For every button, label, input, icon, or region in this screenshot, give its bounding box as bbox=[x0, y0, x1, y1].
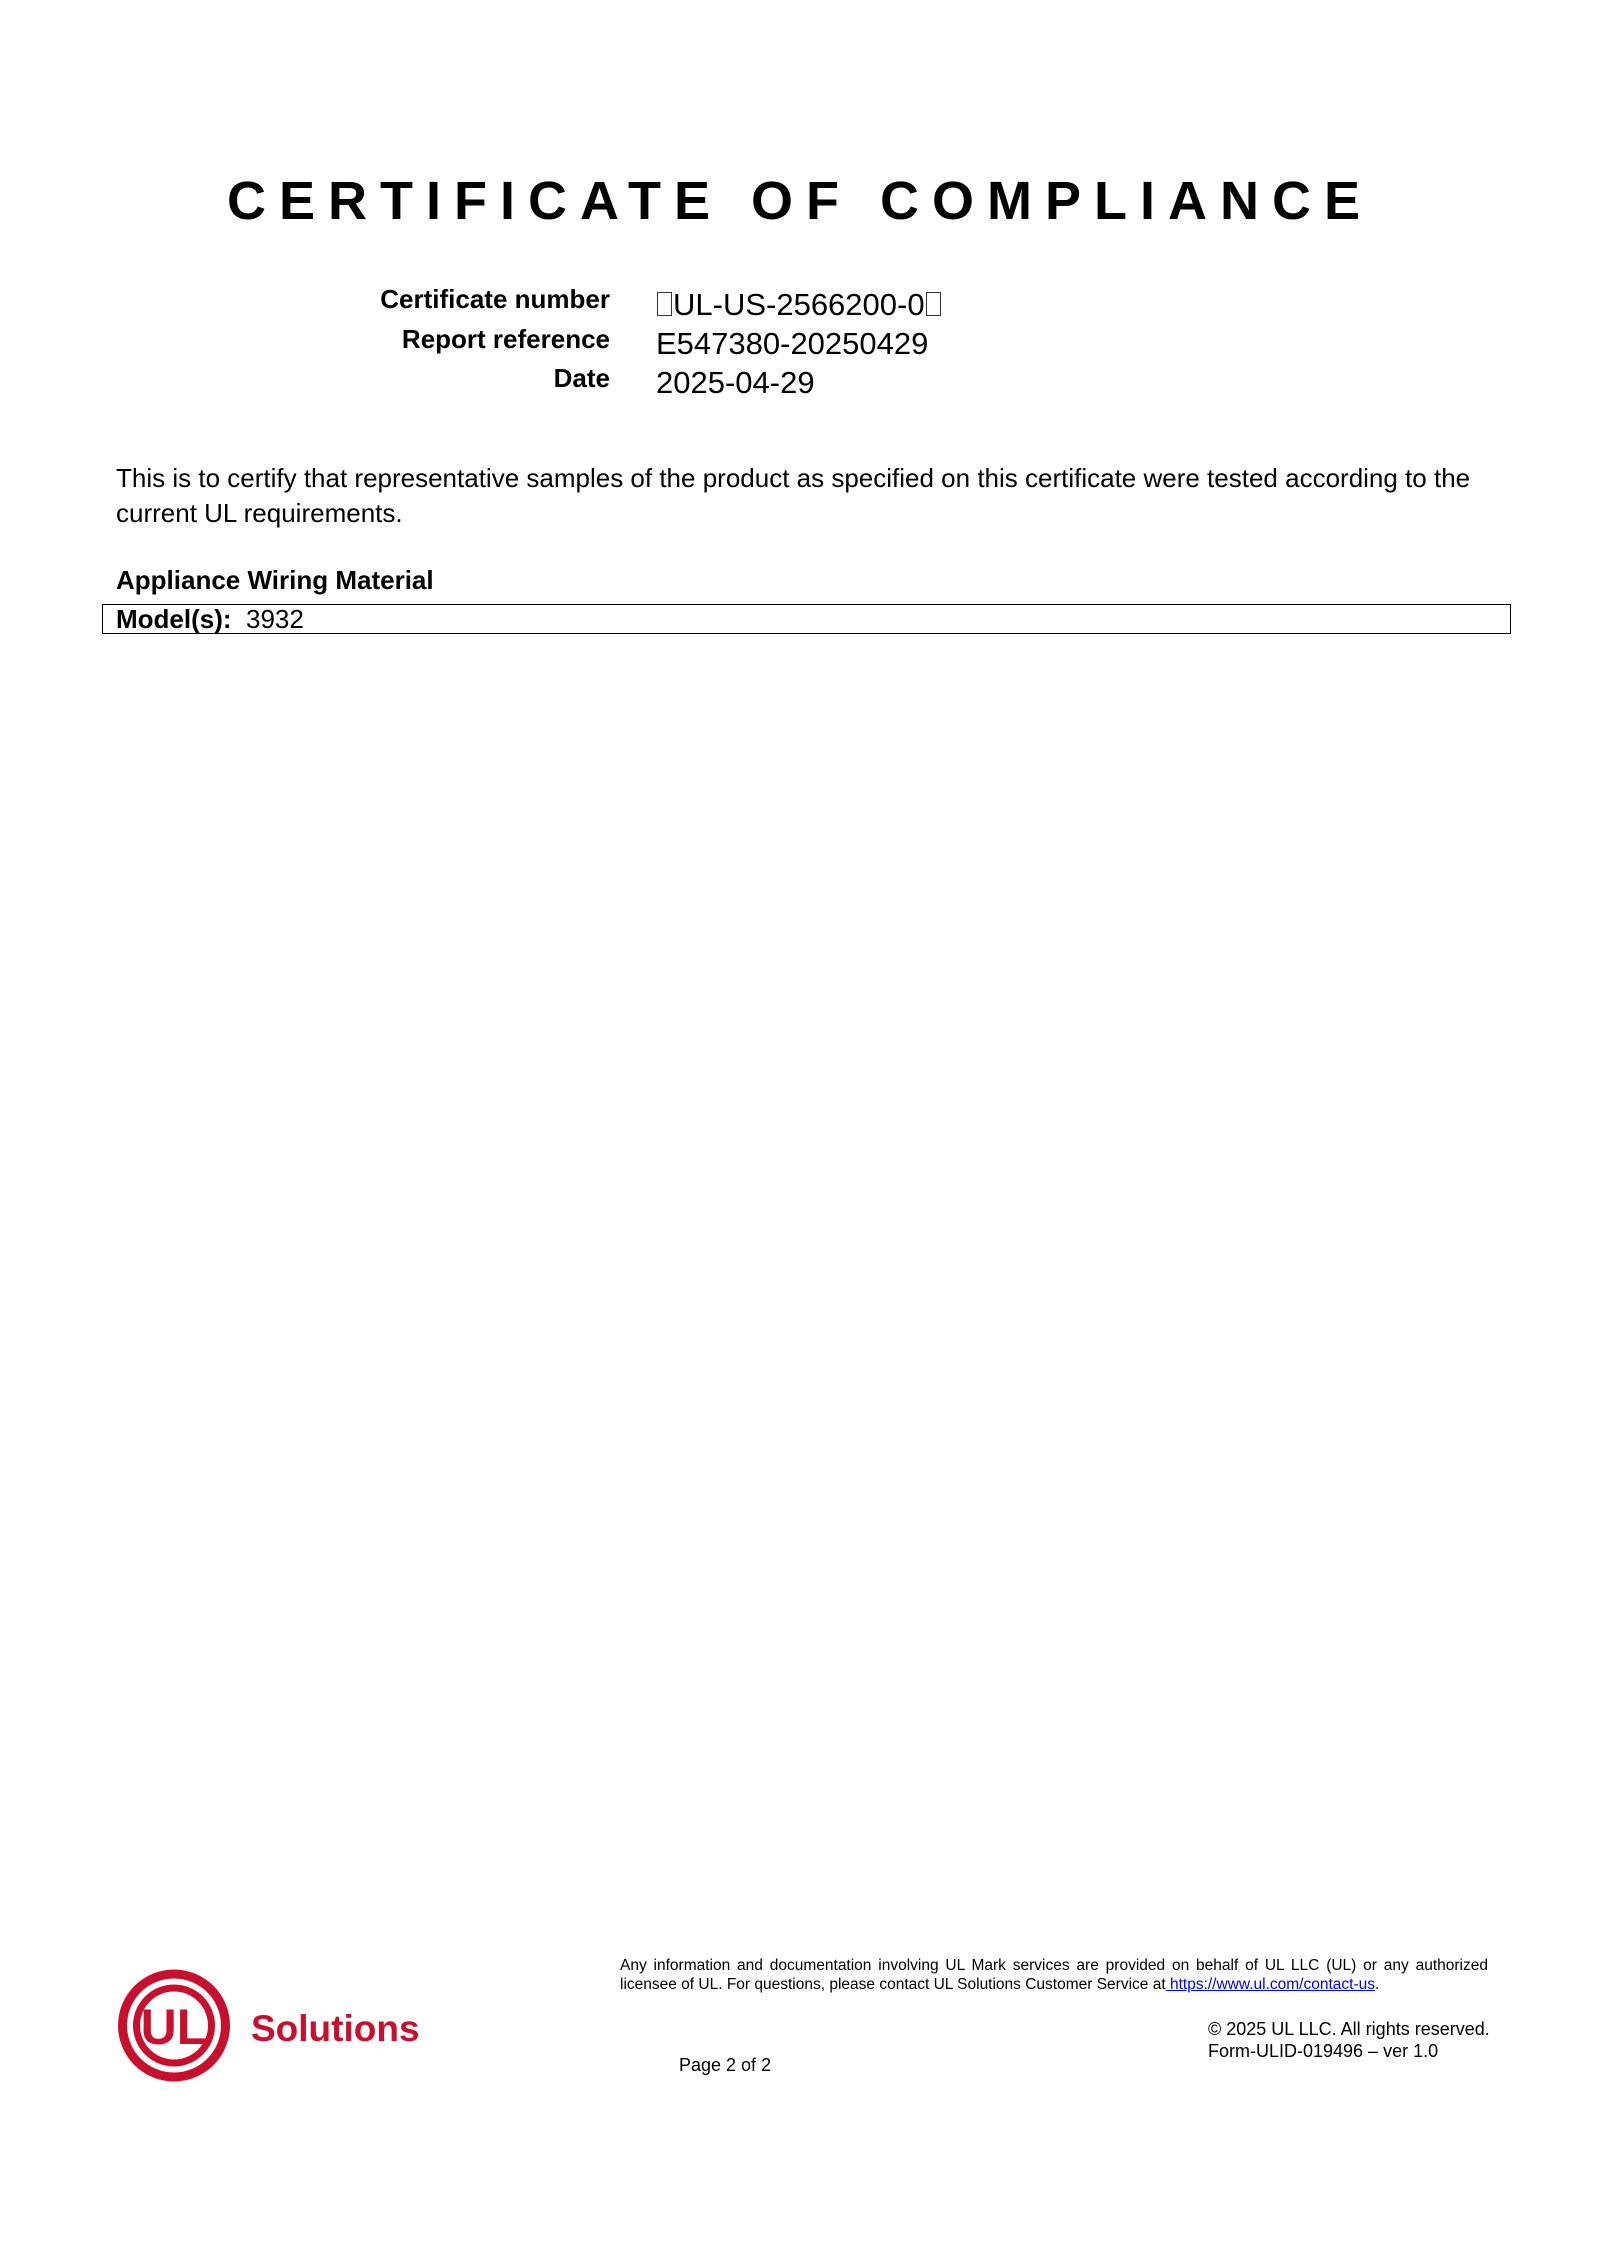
missing-glyph-icon bbox=[657, 292, 672, 316]
certificate-number-text: UL-US-2566200-0 bbox=[673, 287, 925, 322]
ul-solutions-logo bbox=[110, 1963, 430, 2088]
date-label: Date bbox=[553, 363, 610, 393]
logo-mark: UL bbox=[140, 1999, 208, 2055]
footer-disclaimer bbox=[620, 1956, 1488, 1994]
report-reference-label: Report reference bbox=[401, 324, 610, 354]
form-id: Form-ULID-019496 – ver 1.0 bbox=[1208, 2041, 1439, 2061]
date-value: 2025-04-29 bbox=[656, 365, 815, 400]
disclaimer-text: Any information and documentation involving UL Mark services are provided on behalf of UL LLC (UL) or any authorized licensee of UL. For questions, please contact UL Solutions Customer Service at bbox=[620, 1957, 1488, 1993]
missing-glyph-icon bbox=[926, 292, 941, 316]
report-reference-value: E547380-20250429 bbox=[656, 326, 929, 361]
models-box bbox=[102, 604, 1511, 634]
certificate-number-label: Certificate number bbox=[380, 284, 610, 314]
certificate-number-value bbox=[656, 286, 942, 324]
disclaimer-end: . bbox=[1374, 1976, 1380, 1993]
models-label: Model(s): bbox=[116, 604, 232, 634]
certification-statement: This is to certify that representative samples of the product as specified on this certificate were tested according to the current UL requirements. bbox=[116, 463, 1471, 528]
contact-link[interactable]: https://www.ul.com/contact-us bbox=[1165, 1976, 1375, 1993]
logo-brand-text: Solutions bbox=[251, 2008, 420, 2049]
certificate-title: CERTIFICATE OF COMPLIANCE bbox=[227, 171, 1373, 231]
page-number: Page 2 of 2 bbox=[679, 2055, 772, 2075]
copyright-notice: © 2025 UL LLC. All rights reserved. bbox=[1208, 2019, 1490, 2039]
product-heading: Appliance Wiring Material bbox=[116, 565, 434, 595]
models-value: 3932 bbox=[246, 604, 304, 634]
